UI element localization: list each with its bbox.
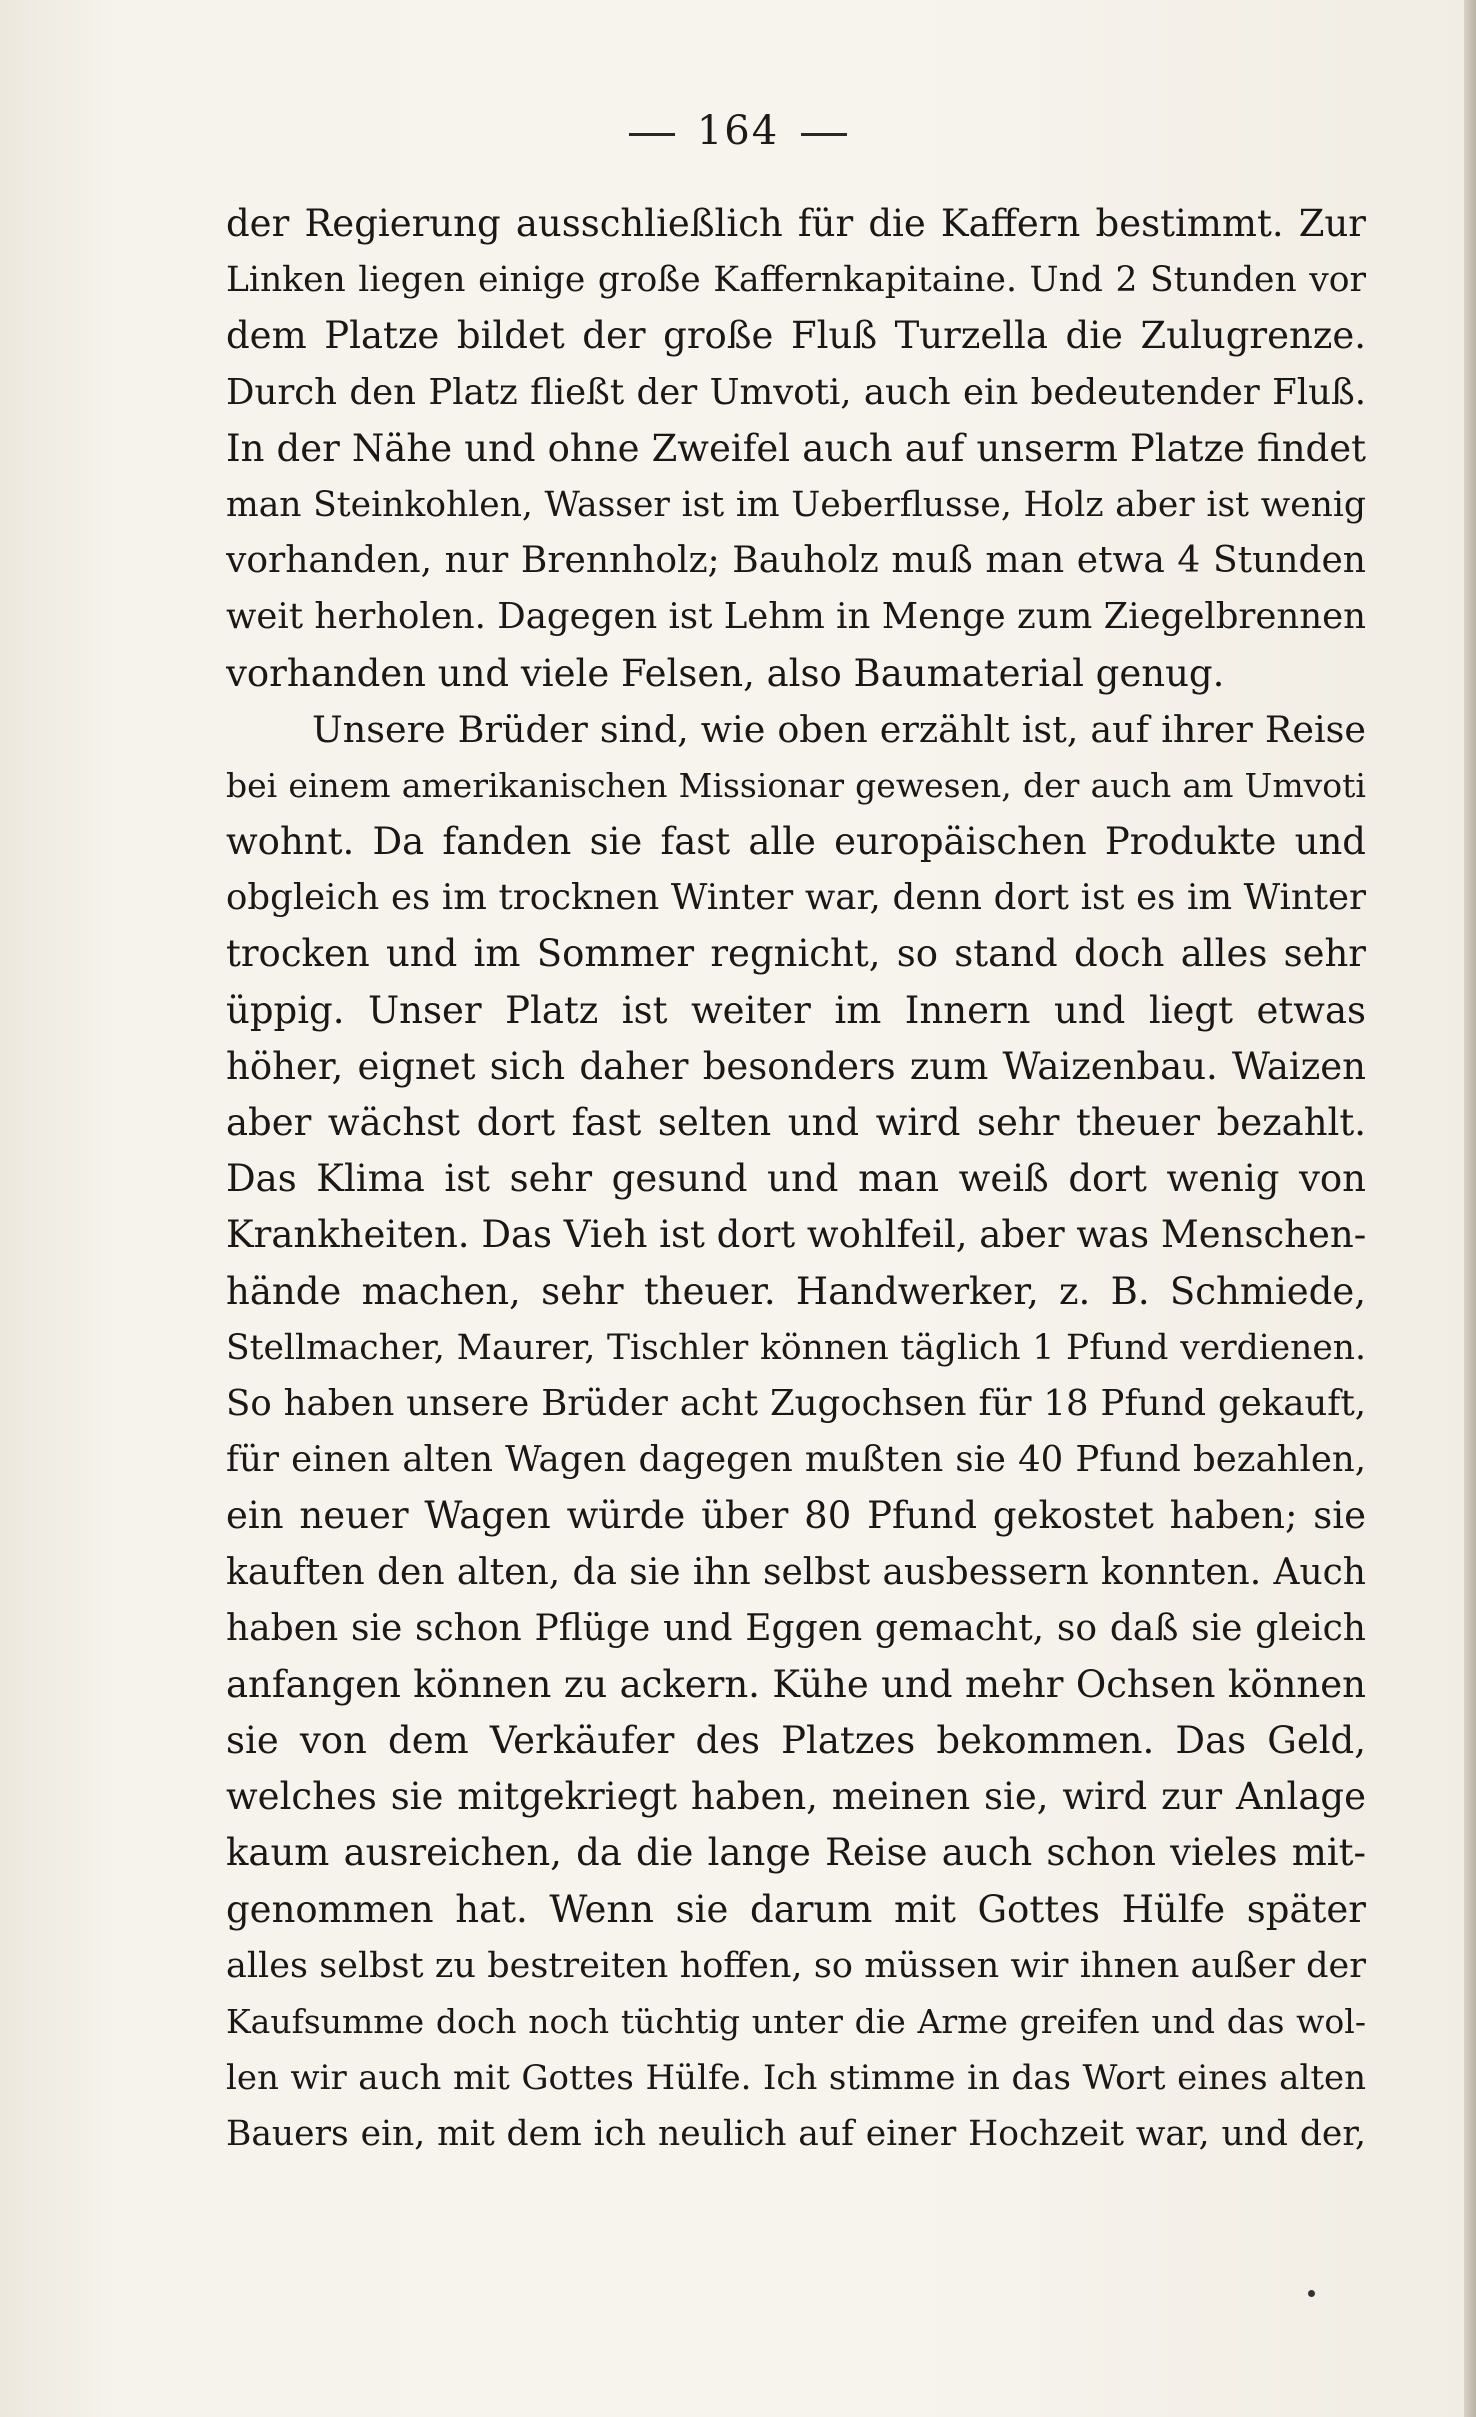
- header-dash-left: [629, 133, 675, 136]
- text-line: man Steinkohlen, Wasser ist im Ueberflusse, Holz aber ist wenig: [226, 484, 1366, 525]
- text-line: wohnt. Da fanden sie fast alle europäischen Produkte und: [226, 820, 1366, 864]
- text-line: kauften den alten, da sie ihn selbst ausbessern konnten. Auch: [226, 1551, 1366, 1593]
- text-line: Unsere Brüder sind, wie oben erzählt ist, auf ihrer Reise: [312, 707, 1366, 751]
- text-line: Bauers ein, mit dem ich neulich auf einer Hochzeit war, und der,: [226, 2114, 1366, 2155]
- text-line: haben sie schon Pflüge und Eggen gemacht, so daß sie gleich: [226, 1607, 1366, 1649]
- text-line: sie von dem Verkäufer des Platzes bekommen. Das Geld,: [226, 1719, 1366, 1763]
- text-line: Durch den Platz fließt der Umvoti, auch ein bedeutender Fluß.: [226, 371, 1366, 413]
- text-line: Kaufsumme doch noch tüchtig unter die Arme greifen und das wol-: [226, 2002, 1366, 2041]
- text-line: Das Klima ist sehr gesund und man weiß dort wenig von: [226, 1157, 1366, 1201]
- text-line: In der Nähe und ohne Zweifel auch auf unserm Platze findet: [226, 426, 1366, 470]
- text-line: aber wächst dort fast selten und wird sehr theuer bezahlt.: [226, 1101, 1366, 1144]
- text-line: vorhanden und viele Felsen, also Baumaterial genug.: [226, 651, 1225, 695]
- text-line: trocken und im Sommer regnicht, so stand doch alles sehr: [226, 932, 1366, 976]
- text-line: Stellmacher, Maurer, Tischler können täglich 1 Pfund verdienen.: [226, 1327, 1366, 1368]
- text-line: anfangen können zu ackern. Kühe und mehr Ochsen können: [226, 1662, 1366, 1706]
- text-line: So haben unsere Brüder acht Zugochsen für 18 Pfund gekauft,: [226, 1382, 1366, 1424]
- text-line: Linken liegen einige große Kaffernkapitaine. Und 2 Stunden vor: [226, 260, 1366, 301]
- text-line: üppig. Unser Platz ist weiter im Innern und liegt etwas: [226, 988, 1366, 1032]
- ink-speck: [1308, 2290, 1315, 2297]
- text-line: len wir auch mit Gottes Hülfe. Ich stimme in das Wort eines alten: [226, 2058, 1366, 2099]
- text-line: genommen hat. Wenn sie darum mit Gottes Hülfe später: [226, 1887, 1366, 1931]
- text-line: weit herholen. Dagegen ist Lehm in Menge zum Ziegelbrennen: [226, 596, 1366, 638]
- text-line: Krankheiten. Das Vieh ist dort wohlfeil, aber was Menschen-: [226, 1213, 1366, 1257]
- page-edge: [1464, 0, 1476, 2417]
- header-dash-right: [801, 133, 847, 136]
- page-header: [0, 108, 1476, 154]
- text-line: für einen alten Wagen dagegen mußten sie 40 Pfund bezahlen,: [226, 1439, 1366, 1481]
- text-line: obgleich es im trocknen Winter war, denn dort ist es im Winter: [226, 877, 1366, 919]
- text-line: ein neuer Wagen würde über 80 Pfund gekostet haben; sie: [226, 1494, 1366, 1538]
- body-text: [226, 196, 1366, 2163]
- text-line: höher, eignet sich daher besonders zum Waizenbau. Waizen: [226, 1044, 1366, 1088]
- text-line: alles selbst zu bestreiten hoffen, so müssen wir ihnen außer der: [226, 1945, 1366, 1986]
- text-line: bei einem amerikanischen Missionar gewesen, der auch am Umvoti: [226, 765, 1366, 805]
- text-line: der Regierung ausschließlich für die Kaffern bestimmt. Zur: [226, 202, 1366, 245]
- text-line: vorhanden, nur Brennholz; Bauholz muß man etwa 4 Stunden: [226, 540, 1366, 582]
- text-line: hände machen, sehr theuer. Handwerker, z. B. Schmiede,: [226, 1269, 1366, 1313]
- text-line: dem Platze bildet der große Fluß Turzella die Zulugrenze.: [226, 314, 1366, 358]
- text-line: welches sie mitgekriegt haben, meinen sie, wird zur Anlage: [226, 1775, 1366, 1819]
- page-number: 164: [696, 108, 780, 154]
- text-line: kaum ausreichen, da die lange Reise auch schon vieles mit-: [226, 1831, 1366, 1875]
